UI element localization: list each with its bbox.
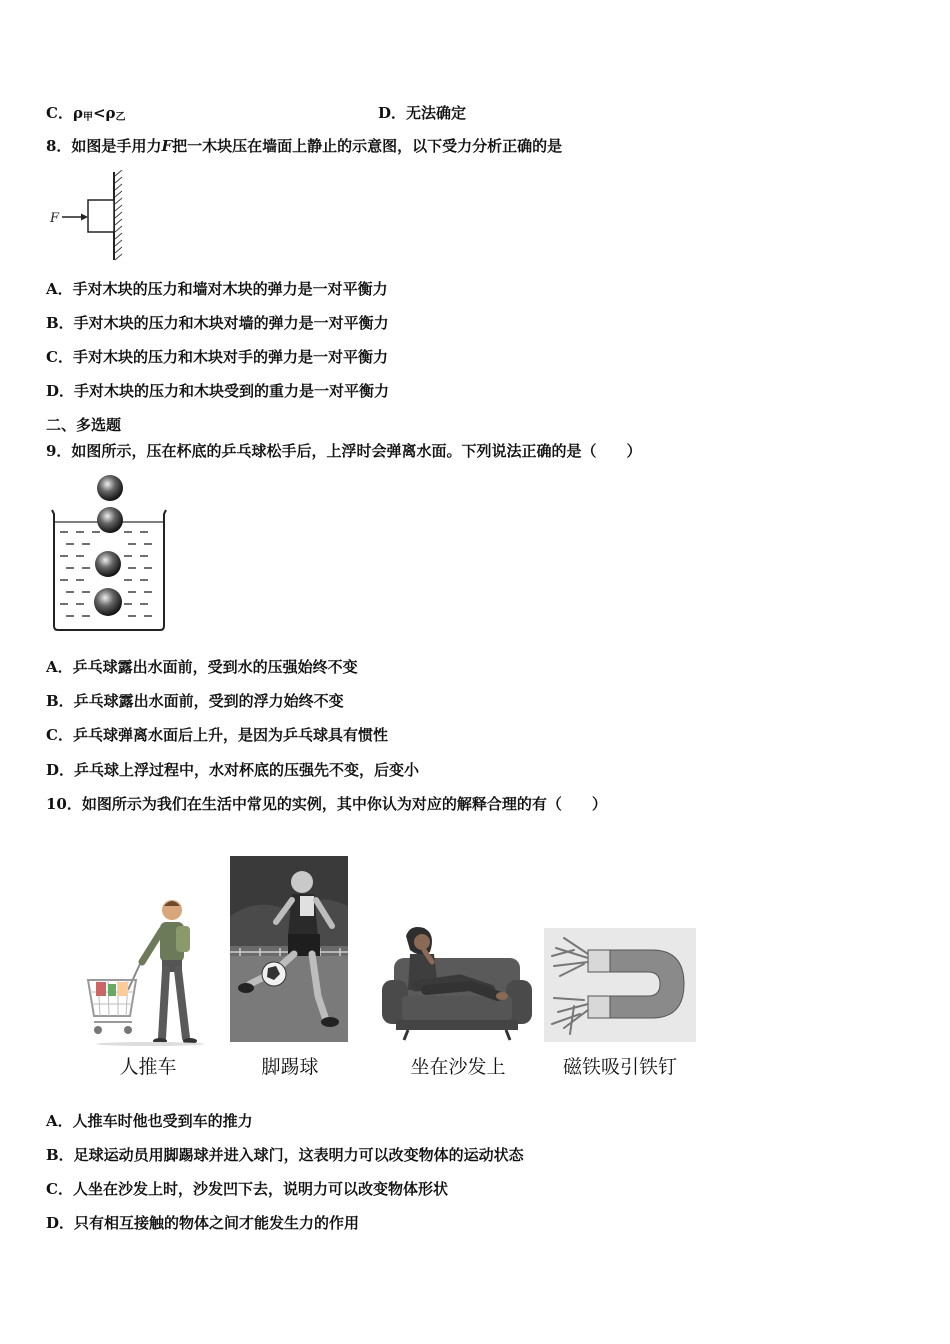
ping-pong-ball bbox=[94, 588, 122, 616]
q10-option-d: D．只有相互接触的物体之间才能发生力的作用 bbox=[46, 1214, 360, 1232]
q8-option-b: B．手对木块的压力和木块对墙的弹力是一对平衡力 bbox=[46, 314, 389, 332]
caption-magnet-nails: 磁铁吸引铁钉 bbox=[562, 1056, 677, 1078]
rho-symbol: ρ bbox=[72, 104, 83, 122]
q8-stem-part: 把一木块压在墙面上静止的示意图，以下受力分析正确的是 bbox=[172, 137, 563, 155]
rho-symbol: ρ bbox=[105, 104, 116, 122]
q10-option-a: A．人推车时他也受到车的推力 bbox=[46, 1112, 253, 1130]
q8-wall-block-figure bbox=[44, 170, 134, 262]
q9-option-a: A．乒乓球露出水面前，受到水的压强始终不变 bbox=[46, 658, 358, 676]
caption-sitting-on-sofa: 坐在沙发上 bbox=[410, 1056, 506, 1078]
section-title-multiple-choice: 二、多选题 bbox=[46, 416, 122, 434]
sitting-on-sofa-image bbox=[380, 924, 534, 1042]
q9-option-c: C．乒乓球弹离水面后上升，是因为乒乓球具有惯性 bbox=[46, 726, 388, 744]
q10-option-c: C．人坐在沙发上时，沙发凹下去，说明力可以改变物体形状 bbox=[46, 1180, 448, 1198]
kicking-ball-image bbox=[230, 856, 348, 1042]
q10-option-b: B．足球运动员用脚踢球并进入球门，这表明力可以改变物体的运动状态 bbox=[46, 1146, 524, 1164]
q9-option-d: D．乒乓球上浮过程中，水对杯底的压强先不变，后变小 bbox=[46, 761, 420, 779]
subscript-yi: 乙 bbox=[115, 112, 126, 123]
q8-option-d: D．手对木块的压力和木块受到的重力是一对平衡力 bbox=[46, 382, 390, 400]
subscript-jia: 甲 bbox=[82, 112, 93, 123]
caption-kicking-ball: 脚踢球 bbox=[261, 1056, 319, 1078]
person-pushing-cart-image bbox=[80, 898, 204, 1048]
q9-option-b: B．乒乓球露出水面前，受到的浮力始终不变 bbox=[46, 692, 344, 710]
q7-option-c-label: C． bbox=[46, 104, 73, 122]
q7-option-c bbox=[46, 102, 126, 123]
q9-stem: 9．如图所示，压在杯底的乒乓球松手后，上浮时会弹离水面。下列说法正确的是（ ） bbox=[46, 442, 642, 460]
q8-option-c: C．手对木块的压力和木块对手的弹力是一对平衡力 bbox=[46, 348, 388, 366]
less-than-sign: < bbox=[92, 104, 106, 122]
magnet-attracting-nails-image bbox=[544, 928, 696, 1042]
force-symbol: F bbox=[161, 137, 173, 155]
q7-option-d: D．无法确定 bbox=[378, 104, 467, 122]
ping-pong-ball bbox=[97, 507, 123, 533]
caption-person-pushing-cart: 人推车 bbox=[119, 1056, 177, 1078]
q10-stem: 10．如图所示为我们在生活中常见的实例，其中你认为对应的解释合理的有（ ） bbox=[46, 795, 607, 813]
q8-stem bbox=[46, 136, 562, 156]
q9-beaker-figure bbox=[48, 474, 172, 634]
ping-pong-ball bbox=[97, 475, 123, 501]
q8-stem-part: 8．如图是手用力 bbox=[46, 137, 162, 155]
q8-figure-f-label: F bbox=[50, 211, 60, 226]
q8-option-a: A．手对木块的压力和墙对木块的弹力是一对平衡力 bbox=[46, 280, 388, 298]
ping-pong-ball bbox=[95, 551, 121, 577]
